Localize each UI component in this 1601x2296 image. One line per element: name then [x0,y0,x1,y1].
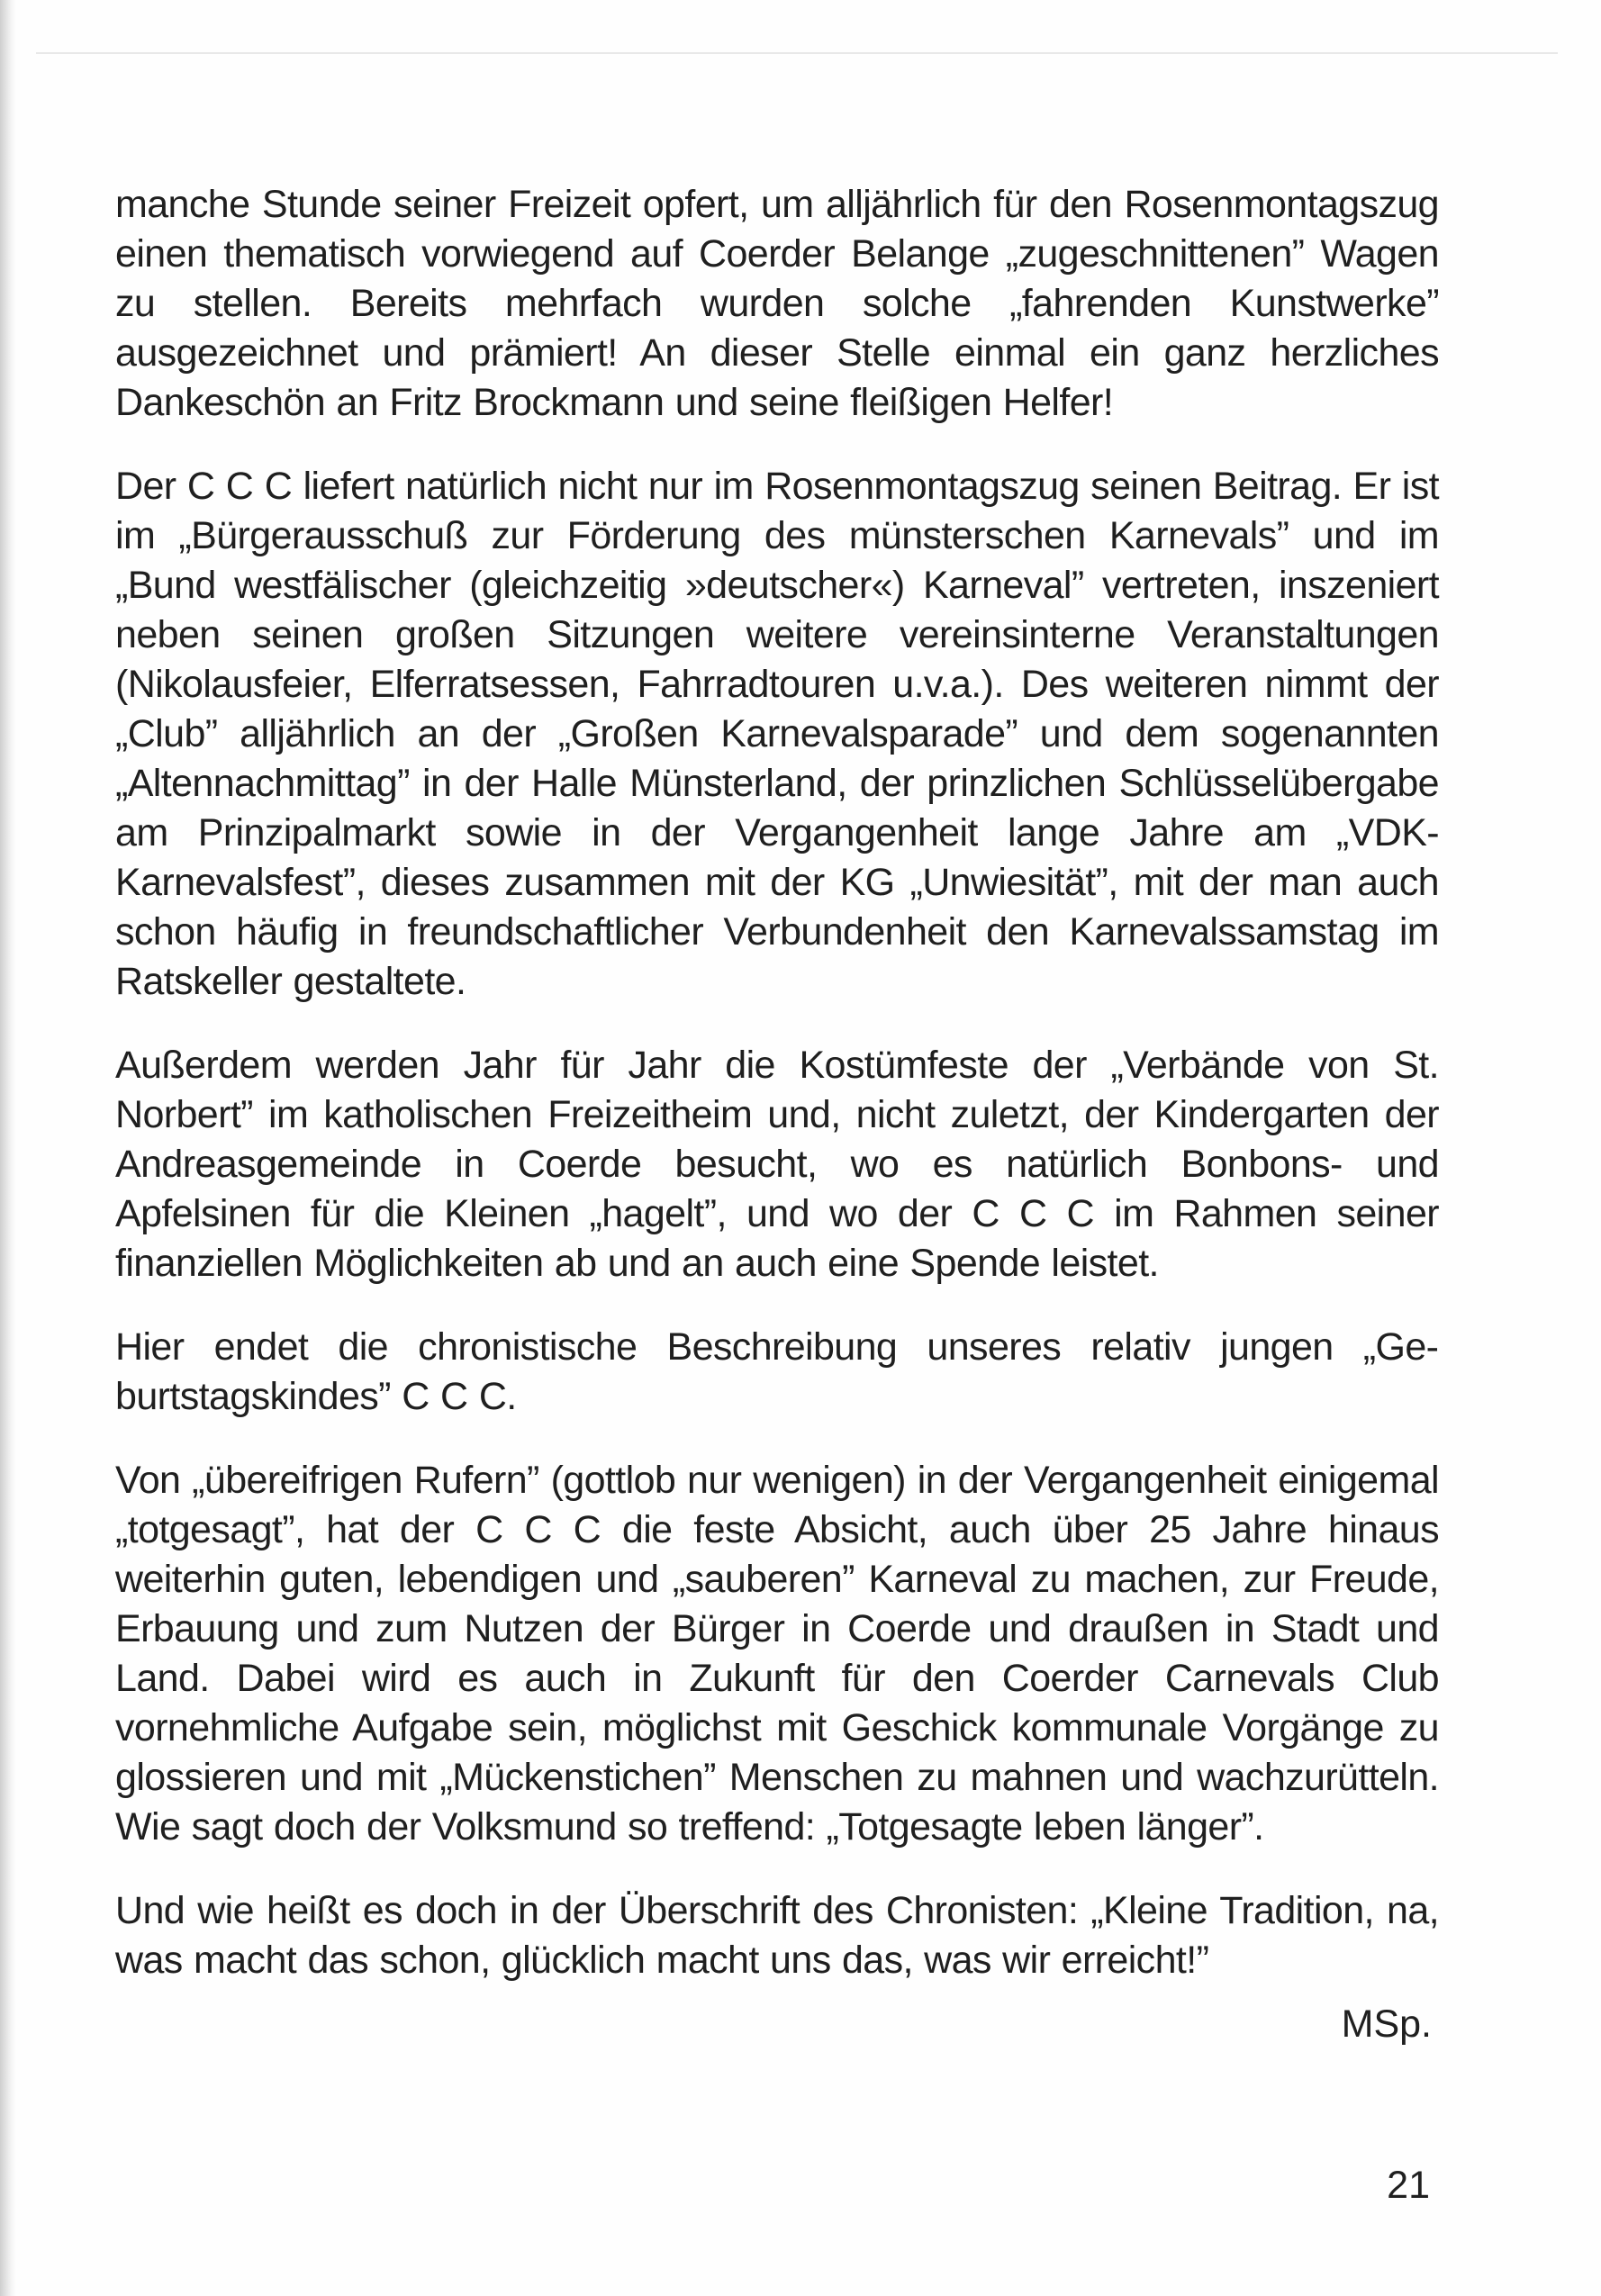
paragraph-4: Hier endet die chronistische Beschreibung unseres relativ jungen „Geburtstagskindes” C C C. [115,1325,1439,1418]
paragraph-5: Von „übereifrigen Rufern” (gottlob nur wenigen) in der Vergangenheit einigemal „totgesagt”, hat der C C C die feste Absicht, auch über 25 Jahre hinaus weiterhin guten, lebendigen und „sauberen” Karneval zu machen, zur Freude, Erbauung und zum Nutzen der Bürger in Coerde und draußen in Stadt und Land. Dabei wird es auch in Zukunft für den Coerder Carnevals Club vornehmliche Aufgabe sein, möglichst mit Geschick kommunale Vorgänge zu glossieren und mit „Mückenstichen” Menschen zu mahnen und wachzurütteln. Wie sagt doch der Volksmund so treffend: „Totgesagte leben länger”. [115,1459,1439,1849]
paragraph-3: Außerdem werden Jahr für Jahr die Kostümfeste der „Verbände von St. Norbert” im katholischen Freizeitheim und, nicht zuletzt, der Kindergarten der Andreasgemeinde in Coerde besucht, wo es natürlich Bonbons- und Apfelsinen für die Kleinen „hagelt”, und wo der C C C im Rahmen seiner finanziellen Möglichkeiten ab und an auch eine Spende leistet. [115,1044,1439,1285]
author-signature: MSp. [1341,2002,1432,2046]
body-text [115,180,1439,2049]
paragraph-2: Der C C C liefert natürlich nicht nur im Rosenmontagszug seinen Beitrag. Er ist im „Bürgerausschuß zur Förderung des münsterschen Karnevals” und im „Bund westfälischer (gleichzeitig »deutscher«) Karneval” vertreten, inszeniert neben seinen großen Sitzungen weitere vereinsinterne Veranstaltungen (Nikolausfeier, Elferratsessen, Fahrradtouren u.v.a.). Des weiteren nimmt der „Club” alljährlich an der „Großen Karnevalsparade” und dem sogenannten „Altennachmittag” in der Halle Münsterland, der prinzlichen Schlüsselübergabe am Prinzipalmarkt sowie in der Vergangenheit lange Jahre am „VDK-Karnevalsfest”, dieses zusammen mit der KG „Unwiesität”, mit der man auch schon häufig in freundschaftlicher Verbundenheit den Karnevalssamstag im Ratskeller gestaltete. [115,465,1439,1003]
page-number: 21 [1387,2164,1430,2207]
paragraph-6: Und wie heißt es doch in der Überschrift des Chronisten: „Kleine Tradition, na, was macht das schon, glücklich macht uns das, was wir erreicht!” [115,1889,1439,1982]
paragraph-1: manche Stunde seiner Freizeit opfert, um alljährlich für den Rosenmontagszug einen thematisch vorwiegend auf Coerder Belange „zugeschnittenen” Wagen zu stellen. Bereits mehrfach wurden solche „fahrenden Kunstwerke” ausgezeichnet und prämiert! An dieser Stelle einmal ein ganz herzliches Dankeschön an Fritz Brockmann und seine fleißigen Helfer! [115,183,1439,424]
binding-shadow [0,0,16,2296]
page-top-edge [36,52,1558,54]
